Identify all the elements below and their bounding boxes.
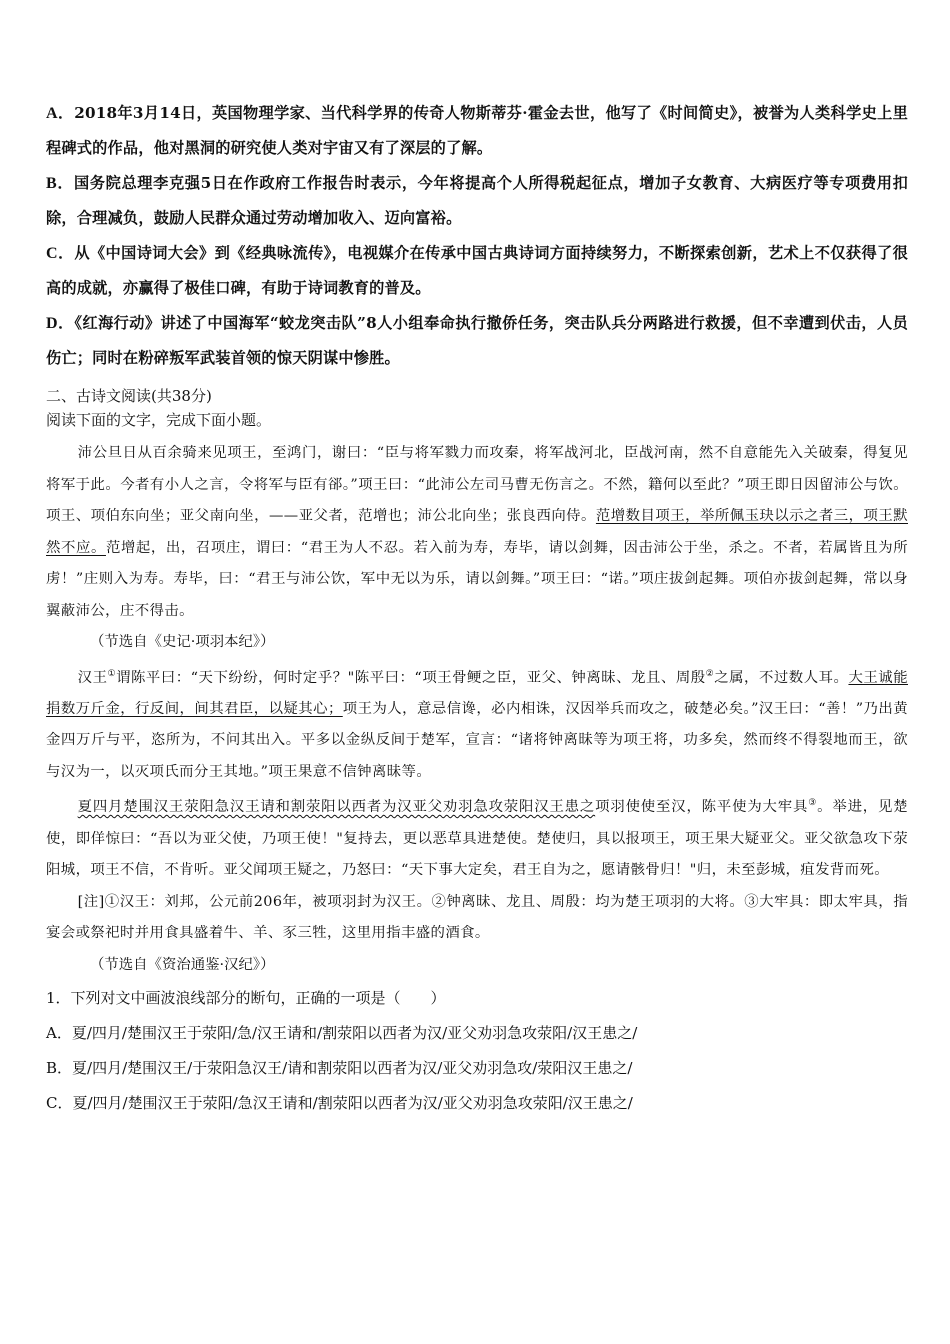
options-block	[46, 96, 908, 376]
option-c[interactable]	[46, 236, 908, 306]
option-text: 《红海行动》讲述了中国海军“蛟龙突击队”8人小组奉命执行撤侨任务，突击队兵分两路进行救援，但不幸遭到伏击，人员伤亡；同时在粉碎叛军武装首领的惊天阴谋中惨胜。	[46, 314, 908, 367]
option-letter: A．	[46, 105, 75, 122]
passage-text: 谓陈平曰：“天下纷纷，何时定乎？"陈平曰：“项王骨鲠之臣，亚父、钟离昧、龙且、周殷	[116, 669, 706, 686]
underlined-sentence: 大王诚能捐数万斤金，行反间，间其君臣，以疑其心；	[46, 669, 908, 717]
passage-text: 项王为人，意忌信谗，必内相诛，汉因举兵而攻之，破楚必矣。”汉王曰：“善！”乃出黄金四万斤与平，恣所为，不问其出入。平多以金纵反间于楚军，宣言：“诸将钟离昧等为项王将，功多矣，然而终不得裂地而王，欲与汉为一，以灭项氏而分王其地。”项王果意不信钟离昧等。	[46, 700, 908, 780]
option-letter: C．	[46, 245, 75, 262]
passage-text: 之属，不过数人耳。	[714, 669, 849, 686]
option-d[interactable]	[46, 306, 908, 376]
passage-2-source: （节选自《资治通鉴·汉纪》）	[90, 956, 275, 973]
question-stem: 1．下列对文中画波浪线部分的断句，正确的一项是（ ）	[46, 989, 446, 1008]
passage-text: 。举进，见楚使，即佯惊曰：“吾以为亚父使，乃项王使！"复持去，更以恶草具进楚使。楚使归，具以报项王，项王果大疑亚父。亚父欲急攻下荥阳城，项王不信，不肯听。亚父闻项王疑之，乃怒曰：“天下事大定矣，君王自为之，愿请骸骨归！"归，未至彭城，疽发背而死。	[46, 799, 909, 879]
passage-text: 项羽使使至汉，陈平使为大牢具	[595, 799, 809, 816]
passage-text: 范增起，出，召项庄，谓曰：“君王为人不忍。若入前为寿，寿毕，请以剑舞，因击沛公于坐，杀之。不者，若属皆且为所虏！”庄则入为寿。寿毕，曰：“君王与沛公饮，军中无以为乐，请以剑舞。”项王曰：“诺。”项庄拔剑起舞。项伯亦拔剑起舞，常以身翼蔽沛公，庄不得击。	[46, 539, 908, 619]
passage-2	[46, 659, 908, 982]
underlined-sentence: 范增数目项王，举所佩玉玦以示之者三，项王默然不应。	[46, 508, 908, 556]
option-a[interactable]	[46, 96, 908, 166]
document-page	[46, 96, 908, 1121]
option-letter: B．	[46, 175, 74, 192]
section-title: 二、古诗文阅读(共38分)	[46, 387, 212, 405]
option-text: 从《中国诗词大会》到《经典咏流传》，电视媒介在传承中国古典诗词方面持续努力，不断探索创新，艺术上不仅获得了很高的成就，亦赢得了极佳口碑，有助于诗词教育的普及。	[46, 244, 908, 297]
passage-1	[46, 438, 908, 659]
wavy-underlined-sentence: 夏四月楚围汉王荥阳急汉王请和割荥阳以西者为汉亚父劝羽急攻荥阳汉王患之	[77, 799, 596, 816]
option-text: 国务院总理李克强5日在作政府工作报告时表示，今年将提高个人所得税起征点，增加子女教育、大病医疗等专项费用扣除，合理减负，鼓励人民群众通过劳动增加收入、迈向富裕。	[46, 174, 908, 227]
passage-text: 沛公旦日从百余骑来见项王，至鸿门，谢曰：“臣与将军戮力而攻秦，将军战河北，臣战河南，然不自意能先入关破秦，得复见将军于此。今者有小人之言，令将军与臣有郤。”项王曰：“此沛公左司马曹无伤言之。不然，籍何以至此？”项王即日因留沛公与饮。项王、项伯东向坐；亚父南向坐，——亚父者，范增也；沛公北向坐；张良西向侍。	[46, 445, 908, 524]
passage-1-source: （节选自《史记·项羽本纪》）	[90, 634, 275, 650]
question-option-c[interactable]: C．夏/四月/楚围汉王于荥阳/急汉王请和/割荥阳以西者为汉/亚父劝羽急攻荥阳/汉王患之/	[46, 1094, 633, 1113]
passage-2-paragraph-2	[46, 788, 908, 886]
footnote-marker: ②	[705, 668, 715, 679]
question-option-b[interactable]: B．夏/四月/楚围汉王/于荥阳急汉王/请和割荥阳以西者为汉/亚父劝羽急攻/荥阳汉王患之/	[46, 1059, 633, 1078]
question-1	[46, 981, 908, 1121]
passage-text: 汉王	[77, 669, 108, 686]
footnotes: [注]①汉王：刘邦，公元前206年，被项羽封为汉王。②钟离昧、龙且、周殷：均为楚王项羽的大将。③大牢具：即太牢具，指宴会或祭祀时并用食具盛着牛、羊、豕三牲，这里用指丰盛的酒食。	[46, 893, 908, 942]
section-instruction: 阅读下面的文字，完成下面小题。	[46, 411, 272, 429]
option-letter: D．	[46, 315, 75, 332]
footnote-marker: ③	[808, 798, 818, 809]
option-b[interactable]	[46, 166, 908, 236]
passage-2-paragraph-1	[46, 659, 908, 789]
option-text: 2018年3月14日，英国物理学家、当代科学界的传奇人物斯蒂芬·霍金去世，他写了《时间简史》，被誉为人类科学史上里程碑式的作品，他对黑洞的研究使人类对宇宙又有了深层的了解。	[46, 104, 908, 157]
passage-1-paragraph	[46, 438, 908, 627]
footnote-marker: ①	[107, 668, 117, 679]
question-option-a[interactable]: A．夏/四月/楚围汉王于荥阳/急/汉王请和/割荥阳以西者为汉/亚父劝羽急攻荥阳/汉王患之/	[46, 1024, 638, 1043]
